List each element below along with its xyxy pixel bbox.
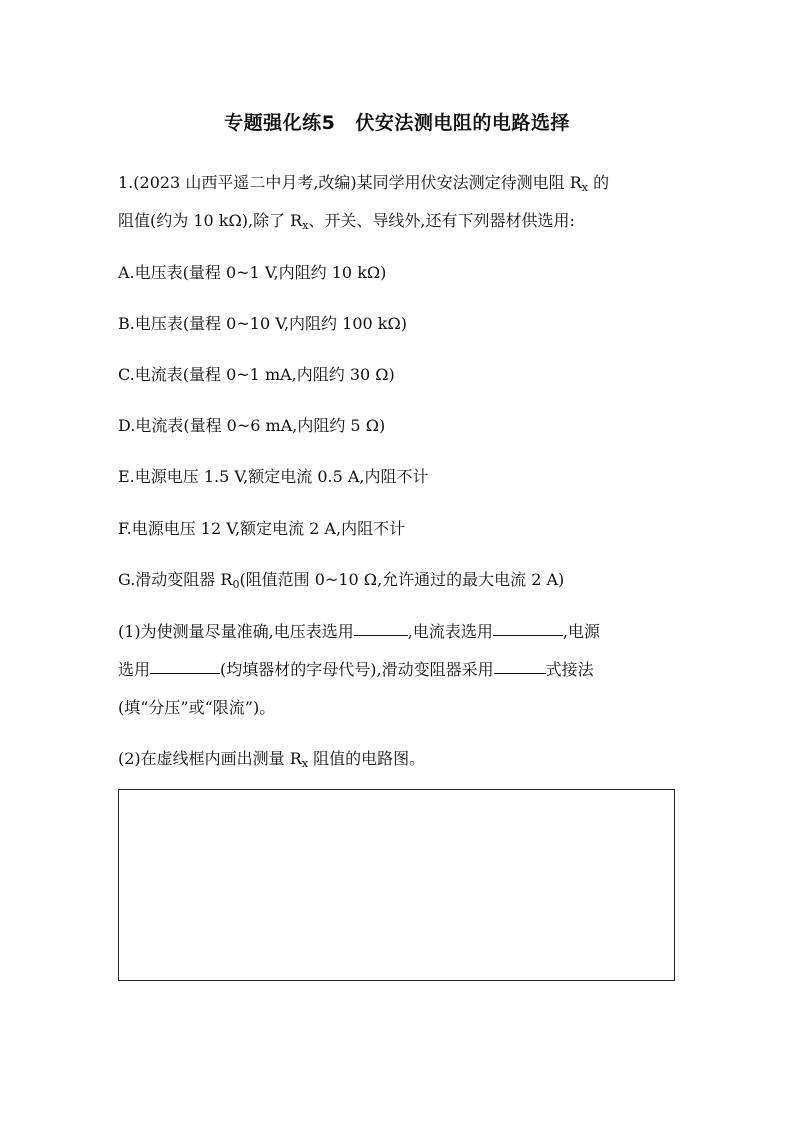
part2-line: (2)在虚线框内画出测量 $R_x$ 阻值的电路图。 [118, 749, 426, 770]
title-sub: 伏安法测电阻的电路选择 [355, 112, 570, 134]
circuit-drawing-box[interactable] [118, 789, 675, 981]
option-c: C.电流表(量程 0~1 mA,内阻约 30 Ω) [118, 365, 395, 384]
option-b: B.电压表(量程 0~10 V,内阻约 100 kΩ) [118, 314, 407, 333]
subscript-x: x [581, 181, 588, 194]
option-e: E.电源电压 1.5 V,额定电流 0.5 A,内阻不计 [118, 467, 429, 486]
subscript-x: x [302, 219, 309, 232]
option-d: D.电流表(量程 0~6 mA,内阻约 5 Ω) [118, 416, 386, 435]
part1-line1: (1)为使测量尽量准确,电压表选用 ,电流表选用 ,电源 [118, 622, 600, 641]
question-intro-line1: 1.(2023 山西平遥二中月考,改编)某同学用伏安法测定待测电阻 $R_x$ 的 [118, 173, 610, 194]
blank-power-source[interactable] [150, 672, 220, 674]
part1-line2: 选用 (均填器材的字母代号),滑动变阻器采用 式接法 [118, 660, 594, 679]
blank-ammeter[interactable] [493, 634, 563, 636]
subscript-0: 0 [232, 578, 240, 591]
blank-connection-type[interactable] [494, 672, 546, 674]
option-a: A.电压表(量程 0~1 V,内阻约 10 kΩ) [118, 263, 387, 282]
title-main: 专题强化练5 [224, 112, 336, 134]
subscript-x: x [301, 757, 309, 770]
part1-line3: (填“分压”或“限流”)。 [118, 698, 276, 717]
question-intro-line2: 阻值(约为 10 kΩ),除了 $R_x$、开关、导线外,还有下列器材供选用: [118, 211, 575, 232]
option-g: G.滑动变阻器 $R_0$(阻值范围 0~10 Ω,允许通过的最大电流 2 A) [118, 570, 565, 591]
page-title [0, 108, 794, 135]
blank-voltmeter[interactable] [354, 634, 408, 636]
option-f: F.电源电压 12 V,额定电流 2 A,内阻不计 [118, 519, 406, 538]
